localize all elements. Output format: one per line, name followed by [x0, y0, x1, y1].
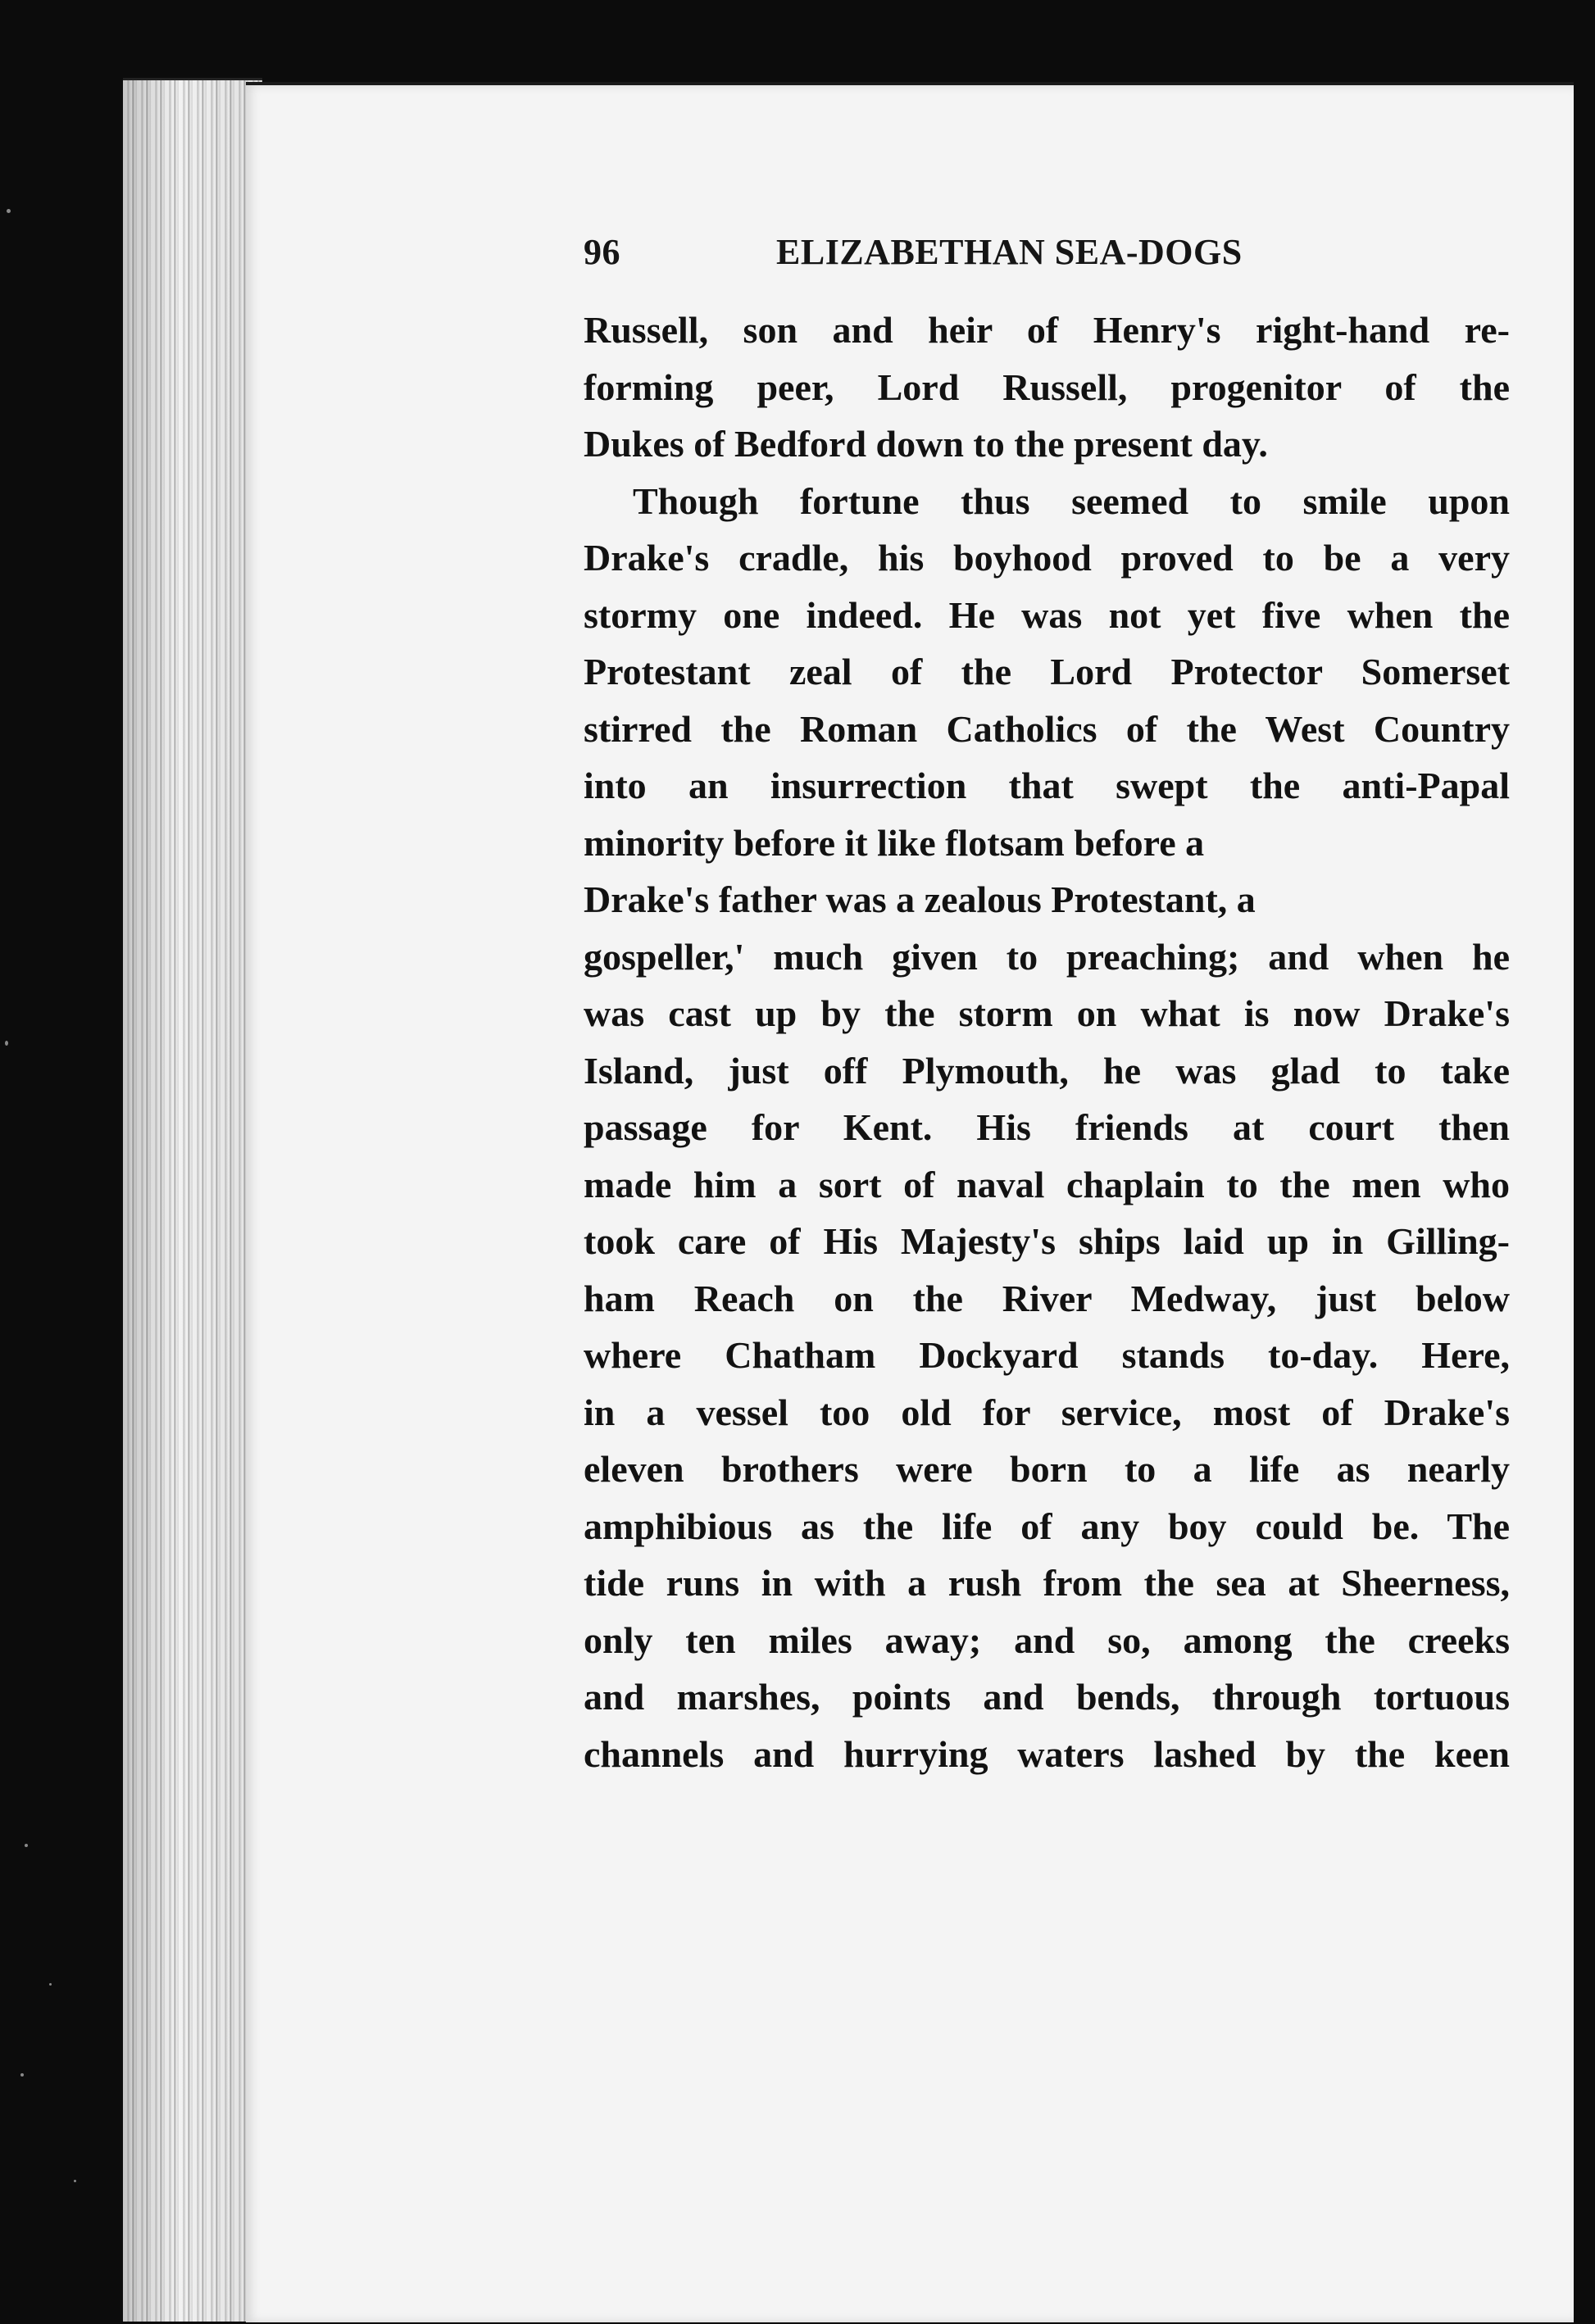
dust-speck [25, 1844, 28, 1847]
text-line: passage for Kent. His friends at court then [584, 1106, 1510, 1148]
text-line: stormy one indeed. He was not yet five when the [584, 593, 1510, 636]
text-line: forming peer, Lord Russell, progenitor of the [584, 365, 1510, 408]
running-title: ELIZABETHAN SEA-DOGS [776, 232, 1243, 272]
text-line: was cast up by the storm on what is now Drake's [584, 992, 1510, 1034]
text-line: in a vessel too old for service, most of Drake's [584, 1391, 1510, 1433]
text-line: where Chatham Dockyard stands to-day. Here, [584, 1334, 1510, 1376]
text-line: ham Reach on the River Medway, just below [584, 1277, 1510, 1319]
dust-speck [7, 209, 11, 213]
text-line: eleven brothers were born to a life as nearly [584, 1448, 1510, 1490]
dust-speck [5, 1041, 8, 1046]
text-line: Island, just off Plymouth, he was glad to take [584, 1049, 1510, 1092]
dust-speck [20, 2073, 24, 2077]
text-line: gospeller,' much given to preaching; and when he [584, 935, 1510, 978]
text-line: tide runs in with a rush from the sea at Sheerness, [584, 1562, 1510, 1604]
page-number: 96 [584, 232, 620, 272]
paragraph-start-line: Though fortune thus seemed to smile upon [633, 479, 1510, 522]
text-line: channels and hurrying waters lashed by the keen [584, 1732, 1510, 1775]
text-line: minority before it like flotsam before a [584, 821, 1205, 864]
text-line: Protestant zeal of the Lord Protector Somerset [584, 651, 1510, 692]
text-line: made him a sort of naval chaplain to the men who [584, 1163, 1510, 1205]
dust-speck [49, 1983, 52, 1986]
text-line: amphibious as the life of any boy could be. The [584, 1505, 1510, 1547]
text-line: Drake's father was a zealous Protestant, a [584, 878, 1256, 920]
text-line: Russell, son and heir of Henry's right-hand re- [584, 309, 1510, 351]
text-line: took care of His Majesty's ships laid up in Gilling- [584, 1220, 1510, 1262]
book-page-edges [123, 78, 262, 2322]
text-line: only ten miles away; and so, among the creeks [584, 1618, 1510, 1661]
text-line: into an insurrection that swept the anti-Papal [584, 765, 1510, 806]
body-text [584, 302, 1510, 1782]
text-line: and marshes, points and bends, through tortuous [584, 1676, 1510, 1718]
text-line: stirred the Roman Catholics of the West Country [584, 707, 1510, 750]
text-line: Drake's cradle, his boyhood proved to be a very [584, 537, 1510, 579]
dust-speck [74, 2180, 76, 2182]
running-head [584, 231, 1313, 280]
text-line: Dukes of Bedford down to the present day. [584, 423, 1268, 465]
